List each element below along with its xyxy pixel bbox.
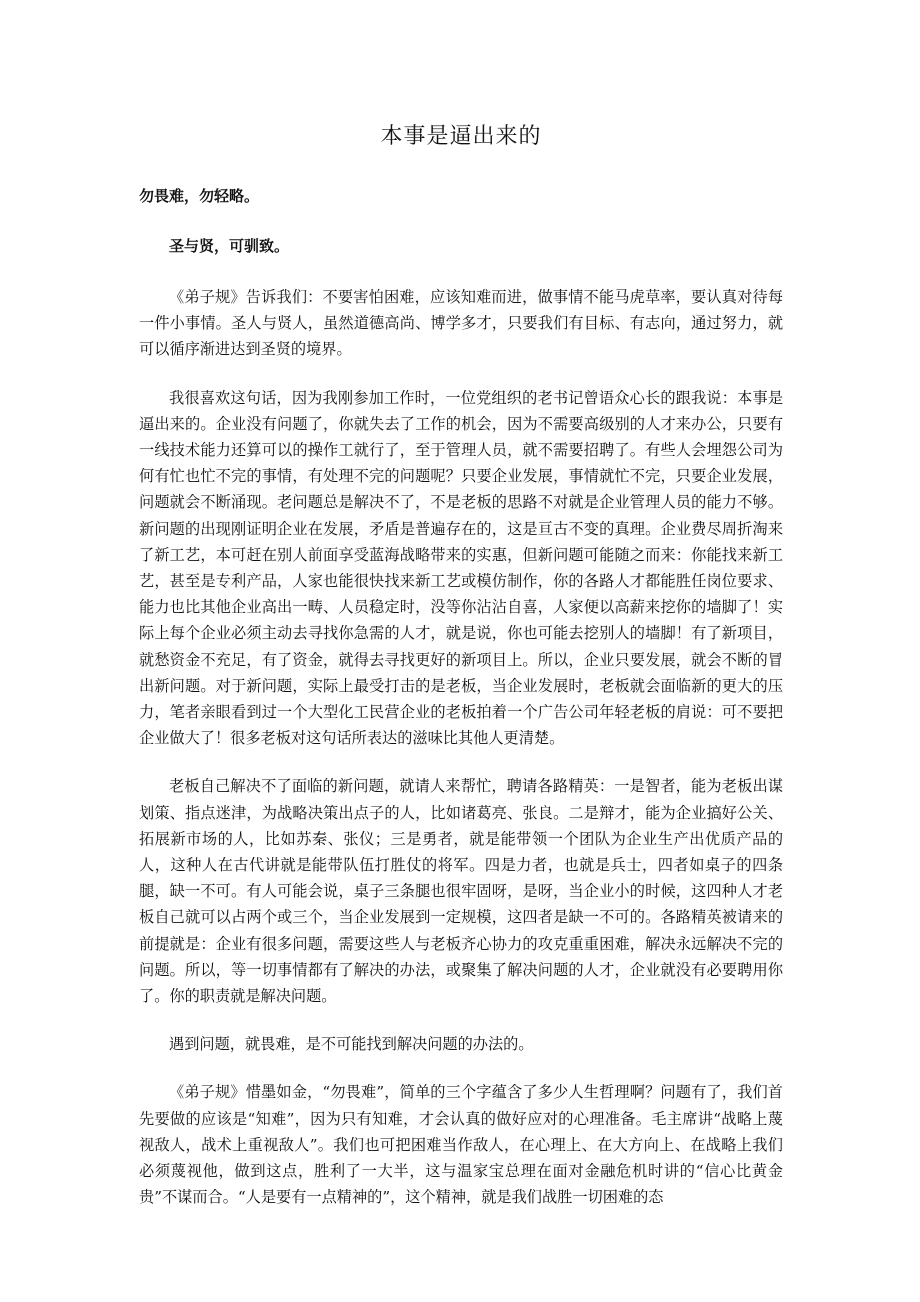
document-page [139, 0, 783, 1211]
paragraph-3: 老板自己解决不了面临的新问题，就请人来帮忙，聘请各路精英：一是智者，能为老板出谋划策、指点迷津，为战略决策出点子的人，比如诸葛亮、张良。二是辩才，能为企业搞好公关、拓展新市场的人，比如苏秦、张仪；三是勇者，就是能带领一个团队为企业生产出优质产品的人，这种人在古代讲就是能带队伍打胜仗的将军。四是力者，也就是兵士，四者如桌子的四条腿，缺一不可。有人可能会说，桌子三条腿也很牢固呀，是呀，当企业小的时候，这四种人才老板自己就可以占两个或三个，当企业发展到一定规模，这四者是缺一不可的。各路精英被请来的前提就是：企业有很多问题，需要这些人与老板齐心协力的攻克重重困难，解决永远解决不完的问题。所以，等一切事情都有了解决的办法，或聚集了解决问题的人才，企业就没有必要聘用你了。你的职责就是解决问题。 [139, 777, 783, 1006]
maxim-line-1: 勿畏难，勿轻略。 [139, 187, 260, 205]
document-title: 本事是逼出来的 [380, 124, 542, 149]
paragraph-5: 《弟子规》惜墨如金，“勿畏难”，简单的三个字蕴含了多少人生哲理啊？问题有了，我们首先要做的应该是“知难”，因为只有知难，才会认真的做好应对的心理准备。毛主席讲“战略上蔑视敌人，战术上重视敌人”。我们也可把困难当作敌人，在心理上、在大方向上、在战略上我们必须蔑视他，做到这点，胜利了一大半，这与温家宝总理在面对金融危机时讲的“信心比黄金贵”不谋而合。“人是要有一点精神的”，这个精神，就是我们战胜一切困难的态 [139, 1083, 783, 1207]
maxim-line-2: 圣与贤，可驯致。 [169, 237, 290, 255]
paragraph-1: 《弟子规》告诉我们：不要害怕困难，应该知难而进，做事情不能马虎草率，要认真对待每一件小事情。圣人与贤人，虽然道德高尚、博学多才，只要我们有目标、有志向，通过努力，就可以循序渐进达到圣贤的境界。 [139, 288, 783, 359]
paragraph-2: 我很喜欢这句话，因为我刚参加工作时，一位党组织的老书记曾语众心长的跟我说：本事是逼出来的。企业没有问题了，你就失去了工作的机会，因为不需要高级别的人才来办公，只要有一线技术能力还算可以的操作工就行了，至于管理人员，就不需要招聘了。有些人会埋怨公司为何有忙也忙不完的事情，有处理不完的问题呢？只要企业发展，事情就忙不完，只要企业发展，问题就会不断涌现。老问题总是解决不了，不是老板的思路不对就是企业管理人员的能力不够。新问题的出现刚证明企业在发展，矛盾是普遍存在的，这是亘古不变的真理。企业费尽周折淘来了新工艺，本可赶在别人前面享受蓝海战略带来的实惠，但新问题可能随之而来：你能找来新工艺，甚至是专利产品，人家也能很快找来新工艺或模仿制作，你的各路人才都能胜任岗位要求、能力也比其他企业高出一畴、人员稳定时，没等你沾沾自喜，人家便以高薪来挖你的墙脚了！实际上每个企业必须主动去寻找你急需的人才，就是说，你也可能去挖别人的墙脚！有了新项目，就愁资金不充足，有了资金，就得去寻找更好的新项目上。所以，企业只要发展，就会不断的冒出新问题。对于新问题，实际上最受打击的是老板，当企业发展时，老板就会面临新的更大的压力，笔者亲眼看到过一个大型化工民营企业的老板拍着一个广告公司年轻老板的肩说：可不要把企业做大了！很多老板对这句话所表达的滋味比其他人更清楚。 [139, 388, 783, 748]
paragraph-4: 遇到问题，就畏难，是不可能找到解决问题的办法的。 [169, 1035, 534, 1054]
